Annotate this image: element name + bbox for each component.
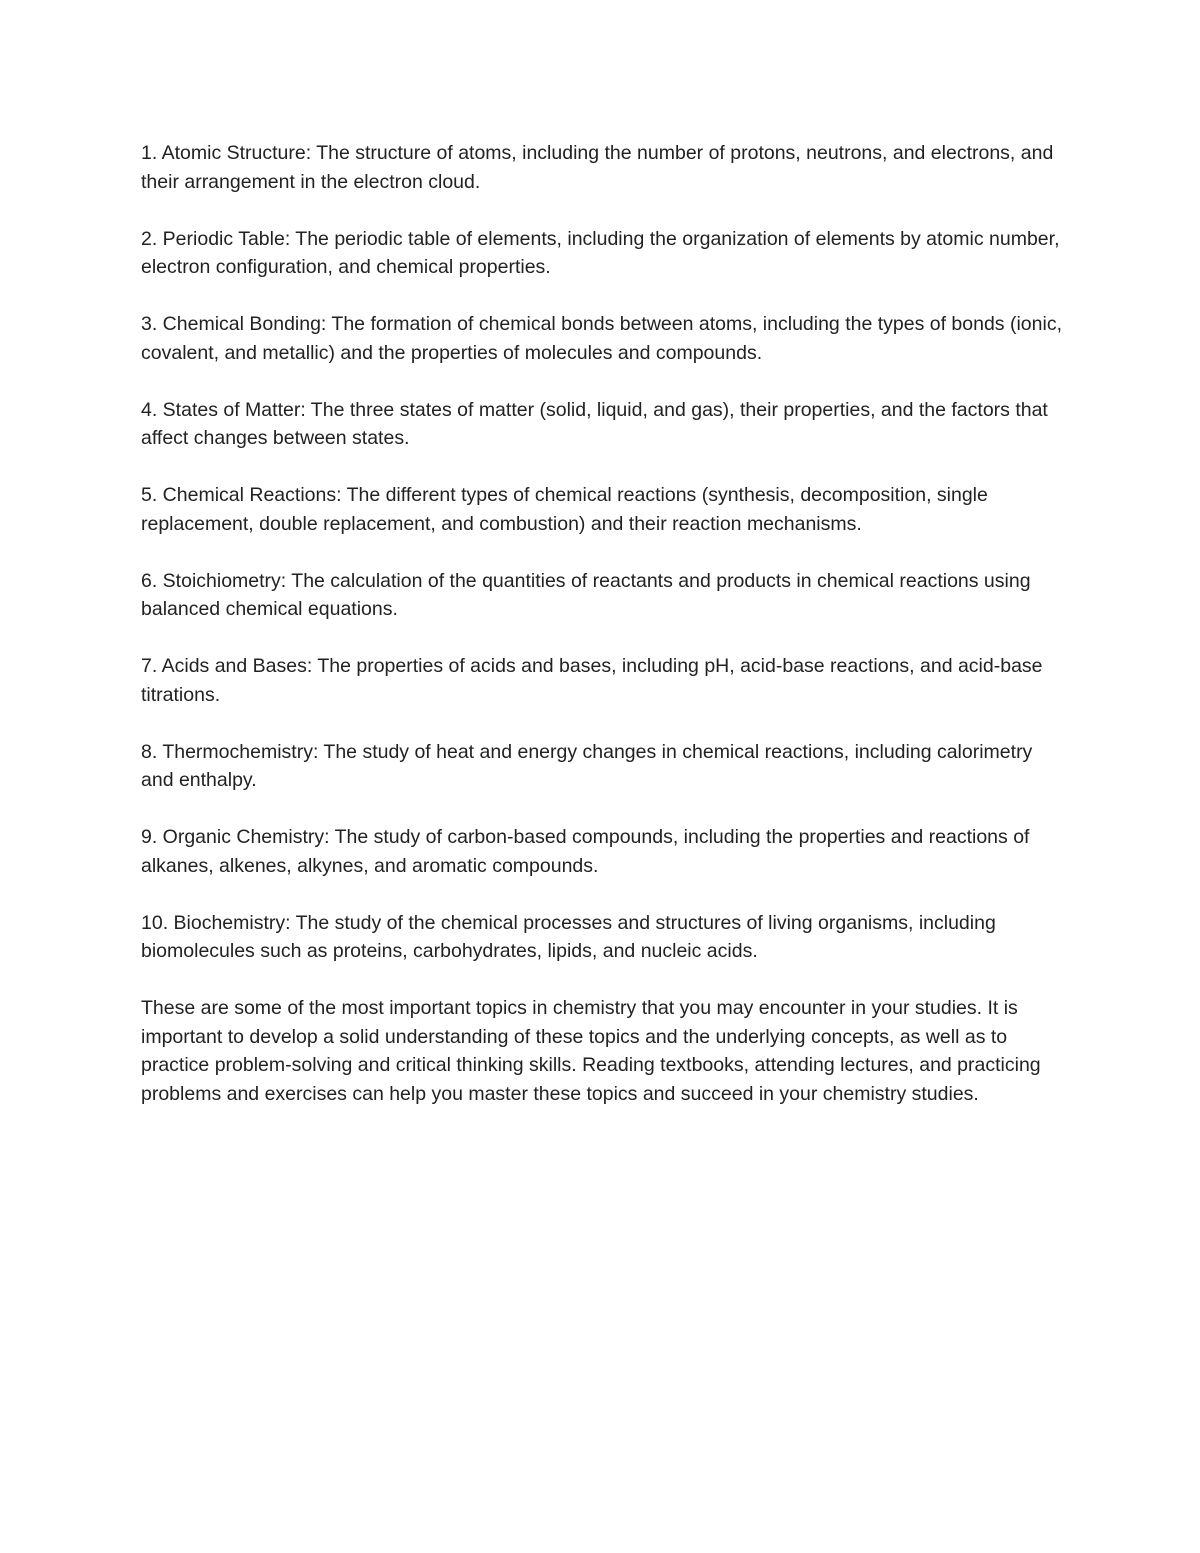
topic-paragraph-8: 8. Thermochemistry: The study of heat and energy changes in chemical reactions, including calorimetry and enthalpy. xyxy=(141,740,1033,791)
topic-paragraph-2: 2. Periodic Table: The periodic table of elements, including the organization of elements by atomic number, electron configuration, and chemical properties. xyxy=(141,227,1060,278)
topic-paragraph-6: 6. Stoichiometry: The calculation of the quantities of reactants and products in chemical reactions using balanced chemical equations. xyxy=(141,569,1031,620)
topic-paragraph-1: 1. Atomic Structure: The structure of atoms, including the number of protons, neutrons, and electrons, and their arrangement in the electron cloud. xyxy=(141,142,1054,193)
topic-paragraph-3: 3. Chemical Bonding: The formation of chemical bonds between atoms, including the types of bonds (ionic, covalent, and metallic) and the properties of molecules and compounds. xyxy=(141,313,1062,364)
topic-paragraph-10: 10. Biochemistry: The study of the chemical processes and structures of living organisms, including biomolecules such as proteins, carbohydrates, lipids, and nucleic acids. xyxy=(141,911,996,962)
document-body xyxy=(141,139,1066,1137)
topic-paragraph-4: 4. States of Matter: The three states of matter (solid, liquid, and gas), their properties, and the factors that affect changes between states. xyxy=(141,398,1048,449)
topic-paragraph-7: 7. Acids and Bases: The properties of acids and bases, including pH, acid-base reactions, and acid-base titrations. xyxy=(141,655,1043,706)
topic-paragraph-9: 9. Organic Chemistry: The study of carbon-based compounds, including the properties and reactions of alkanes, alkenes, alkynes, and aromatic compounds. xyxy=(141,826,1030,877)
topic-paragraph-5: 5. Chemical Reactions: The different types of chemical reactions (synthesis, decomposition, single replacement, double replacement, and combustion) and their reaction mechanisms. xyxy=(141,484,988,535)
summary-paragraph: These are some of the most important topics in chemistry that you may encounter in your studies. It is important to develop a solid understanding of these topics and the underlying concepts, as well as to practice problem-solving and critical thinking skills. Reading textbooks, attending lectures, and practicing problems and exercises can help you master these topics and succeed in your chemistry studies. xyxy=(141,997,1041,1105)
